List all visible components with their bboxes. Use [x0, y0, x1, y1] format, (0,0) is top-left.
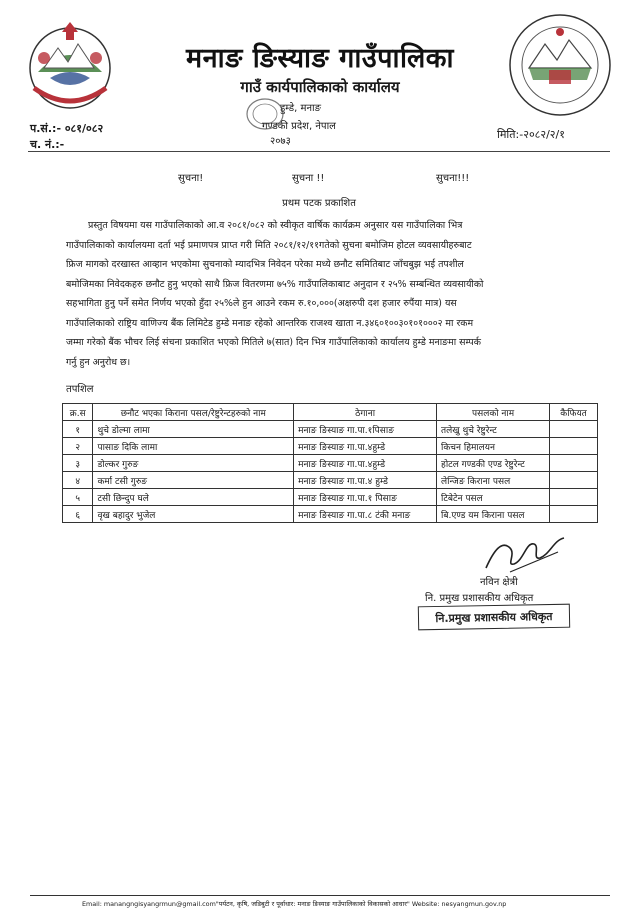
- table-row: [63, 472, 598, 489]
- table-row: [63, 455, 598, 472]
- cell-sn: ५: [63, 489, 93, 506]
- body-line: फ्रिज मागको दरखास्त आव्हान भएकोमा सुचनाको म्यादभित्र निवेदन परेका मध्ये छनौट समितिबाट जाँचबुझ भई तपशील: [66, 259, 464, 270]
- notice-word-1: सुचना!: [178, 173, 204, 184]
- dispatch-number: च. नं.:-: [30, 138, 65, 151]
- handwritten-signature: [480, 530, 570, 578]
- body-line: गर्नु हुन अनुरोध छ।: [66, 356, 131, 368]
- cell-sn: ६: [63, 506, 93, 523]
- cell-address: मनाङ ङिस्याङ गा.पा.४हुम्डे: [294, 455, 437, 472]
- government-emblem-logo: [24, 18, 116, 114]
- selected-shops-table: [62, 403, 598, 523]
- cell-name: पासाङ दिकि लामा: [93, 438, 294, 455]
- cell-remarks: [550, 506, 598, 523]
- body-line: बमोजिमका निवेदकहरु छनौट हुनु भएको साथै फ्रिज वितरणमा ७५% गाउँपालिकाबाट अनुदान र २५% सम्बन्धित व्यवसायीको: [66, 278, 484, 290]
- signatory-title: नि. प्रमुख प्रशासकीय अधिकृत: [425, 593, 534, 604]
- cell-name: थुचे डोल्मा लामा: [93, 421, 294, 438]
- cell-shop: तलेखु थुचे रेष्टुरेन्ट: [437, 421, 550, 438]
- table-row: [63, 438, 598, 455]
- municipality-seal-logo: [505, 10, 615, 120]
- footer-divider: [30, 895, 610, 896]
- reference-number: प.सं.:- ०८१/०८२: [30, 122, 104, 135]
- cell-sn: १: [63, 421, 93, 438]
- cell-remarks: [550, 421, 598, 438]
- header-divider: [28, 151, 610, 152]
- cell-address: मनाङ ङिस्याङ गा.पा.१ पिसाङ: [294, 489, 437, 506]
- table-header-row: [63, 404, 598, 421]
- cell-name: वृख बहादुर भुजेल: [93, 506, 294, 523]
- signatory-name: नविन क्षेत्री: [480, 577, 518, 588]
- office-seal-stamp: [245, 96, 285, 132]
- table-row: [63, 506, 598, 523]
- col-header-shop: पसलको नाम: [437, 404, 550, 421]
- cell-address: मनाङ ङिस्याङ गा.पा.१पिसाङ: [294, 421, 437, 438]
- cell-sn: २: [63, 438, 93, 455]
- table-row: [63, 421, 598, 438]
- cell-name: टसी छिन्दुप घले: [93, 489, 294, 506]
- cell-shop: लेन्जिङ किराना पसल: [437, 472, 550, 489]
- established-year: २०७३: [270, 136, 291, 147]
- address-line-2: गण्डकी प्रदेश, नेपाल: [262, 121, 336, 132]
- letter-date: मिति:-२०८२/२/१: [497, 128, 565, 141]
- cell-address: मनाङ ङिस्याङ गा.पा.४ हुम्डे: [294, 472, 437, 489]
- footer-contact-line: Email: manangngisyangrmun@gmail.com"पर्यटन, कृषि, जडिबुटी र पूर्वाधार: मनाङ ङिस्याङ गाउँपालिकाको विकासको आधार" Website: nesyangmun.gov.np: [82, 900, 507, 908]
- cell-sn: ३: [63, 455, 93, 472]
- cell-remarks: [550, 455, 598, 472]
- col-header-remarks: कैफियत: [550, 404, 598, 421]
- designation-stamp: नि.प्रमुख प्रशासकीय अधिकृत: [418, 604, 570, 631]
- notice-body: [66, 216, 586, 372]
- cell-remarks: [550, 438, 598, 455]
- cell-address: मनाङ ङिस्याङ गा.पा.८ टंकी मनाङ: [294, 506, 437, 523]
- col-header-address: ठेगाना: [294, 404, 437, 421]
- cell-remarks: [550, 472, 598, 489]
- col-header-sn: क्र.स: [63, 404, 93, 421]
- cell-shop: टिबेटेन पसल: [437, 489, 550, 506]
- body-line: सहभागिता हुनु पर्ने समेत निर्णय भएको हुँदा २५%ले हुन आउने रकम रु.१०,०००(अक्षरुपी दश हजार रुपैंया मात्र) यस: [66, 298, 457, 309]
- notice-word-2: सुचना !!: [292, 173, 325, 184]
- body-line: जम्मा गरेको बैंक भौचर लिई संचना प्रकाशित भएको मितिले ७(सात) दिन भित्र गाउँपालिकाको कार्यालय हुम्डे मनाङमा सम्पर्क: [66, 337, 481, 348]
- office-name: गाउँ कार्यपालिकाको कार्यालय: [240, 78, 400, 96]
- cell-sn: ४: [63, 472, 93, 489]
- cell-name: डोल्कर गुरुङ: [93, 455, 294, 472]
- first-publication-label: प्रथम पटक प्रकाशित: [282, 198, 356, 209]
- cell-remarks: [550, 489, 598, 506]
- body-line: गाउँपालिकाको कार्यालयमा दर्ता भई प्रमाणपत्र प्राप्त गरी मिति २०८१/१२/११गतेको सुचना बमोजिम होटल व्यवसायीहरुबाट: [66, 239, 472, 251]
- details-label: तपशिल: [66, 384, 94, 395]
- cell-address: मनाङ ङिस्याङ गा.पा.४हुम्डे: [294, 438, 437, 455]
- table-row: [63, 489, 598, 506]
- body-line: गाउँपालिकाको राष्ट्रिय वाणिज्य बैंक लिमिटेड हुम्डे मनाङ रहेको आन्तरिक राजश्व खाता न.३४६०१००३०१०१०००२ मा रकम: [66, 317, 474, 329]
- notice-word-3: सुचना!!!: [436, 173, 470, 184]
- body-line: प्रस्तुत विषयमा यस गाउँपालिकाको आ.व २०८१/०८२ को स्वीकृत वार्षिक कार्यक्रम अनुसार यस गाउँपालिका भित्र: [88, 220, 463, 231]
- cell-name: कर्मा टसी गुरुङ: [93, 472, 294, 489]
- cell-shop: किचन हिमालयन: [437, 438, 550, 455]
- cell-shop: बि.एण्ड यम किराना पसल: [437, 506, 550, 523]
- col-header-name: छनौट भएका किराना पसल/रेष्टुरेन्टहरुको नाम: [93, 404, 294, 421]
- address-line-1: हुम्डे, मनाङ: [280, 103, 322, 114]
- cell-shop: होटल गण्डकी एण्ड रेष्टुरेन्ट: [437, 455, 550, 472]
- municipality-title: मनाङ ङिस्याङ गाउँपालिका: [185, 43, 455, 74]
